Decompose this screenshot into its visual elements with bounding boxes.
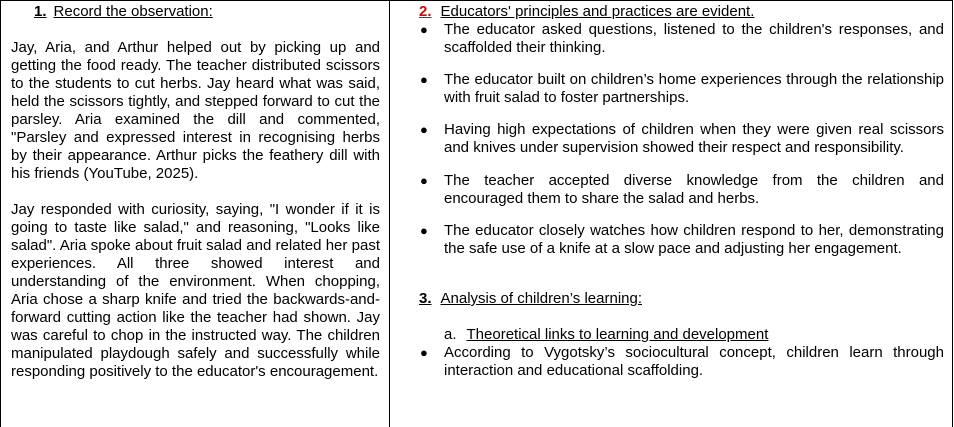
- section-3-number: 3.: [419, 290, 432, 307]
- bullet-icon: ●: [420, 22, 428, 37]
- subsection-a-letter: a.: [444, 326, 457, 343]
- section-2-title: Educators' principles and practices are evident.: [440, 3, 755, 20]
- section-2-heading: [419, 3, 944, 21]
- section-2-number: 2.: [419, 3, 432, 20]
- section-1-heading: [11, 3, 380, 21]
- section-1-number: 1.: [34, 3, 47, 20]
- bullet-icon: ●: [420, 72, 428, 87]
- list-item: [419, 172, 944, 208]
- list-item: [419, 222, 944, 258]
- list-item: [419, 71, 944, 107]
- bullet-icon: ●: [420, 223, 428, 238]
- bullet-icon: ●: [420, 345, 428, 360]
- list-item: [419, 344, 944, 380]
- column-divider: [389, 0, 390, 427]
- bullet-icon: ●: [420, 173, 428, 188]
- observation-paragraph-2: Jay responded with curiosity, saying, "I wonder if it is going to taste like salad," and reasoning, "Looks like salad". Aria spoke about fruit salad and related her past experiences. All three showed interest and understanding of the environment. When chopping, Aria chose a sharp knife and tried the backwards-and-forward cutting action like the teacher had shown. Jay was careful to chop in the instructed way. The children manipulated playdough safely and successfully while responding positively to the educator's encouragement.: [11, 201, 380, 380]
- observation-column: [11, 3, 380, 381]
- list-item-text: According to Vygotsky’s sociocultural concept, children learn through interaction and educational scaffolding.: [444, 344, 944, 379]
- list-item: [419, 21, 944, 57]
- subsection-a-title: Theoretical links to learning and development: [466, 326, 769, 343]
- theory-list: [419, 344, 944, 380]
- list-item: [419, 121, 944, 157]
- subsection-a-heading: [444, 326, 944, 344]
- list-item-text: Having high expectations of children when they were given real scissors and knives under supervision showed their respect and responsibility.: [444, 121, 944, 156]
- list-item-text: The educator asked questions, listened to the children's responses, and scaffolded their thinking.: [444, 21, 944, 56]
- section-3-heading: [419, 290, 944, 308]
- principles-column: [419, 3, 944, 380]
- bullet-icon: ●: [420, 122, 428, 137]
- observation-paragraph-1: Jay, Aria, and Arthur helped out by picking up and getting the food ready. The teacher distributed scissors to the students to cut herbs. Jay heard what was said, held the scissors tightly, and stepped forward to cut the parsley. Aria examined the dill and commented, "Parsley and expressed interest in recognising herbs by their appearance. Arthur picks the feathery dill with his friends (YouTube, 2025).: [11, 39, 380, 182]
- section-3-title: Analysis of children’s learning:: [440, 290, 643, 307]
- principles-list: [419, 21, 944, 258]
- list-item-text: The educator built on children’s home experiences through the relationship with fruit salad to foster partnerships.: [444, 71, 944, 106]
- section-1-title: Record the observation:: [53, 3, 213, 20]
- list-item-text: The teacher accepted diverse knowledge from the children and encouraged them to share the salad and herbs.: [444, 172, 944, 207]
- list-item-text: The educator closely watches how children respond to her, demonstrating the safe use of a knife at a slow pace and adjusting her engagement.: [444, 222, 944, 257]
